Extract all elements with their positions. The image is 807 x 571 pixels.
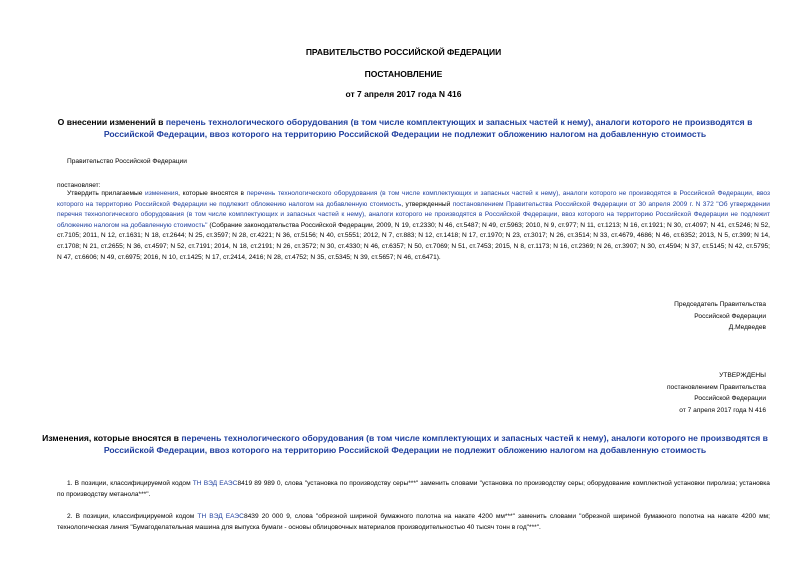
government-label: Правительство Российской Федерации — [67, 158, 187, 165]
signature-position: Председатель Правительства — [674, 301, 766, 308]
item-text: 1. В позиции, классифицируемой кодом — [67, 480, 193, 487]
title-prefix: О внесении изменений в — [57, 117, 166, 127]
changes-title — [40, 432, 770, 456]
signature-name: Д.Медведев — [728, 324, 766, 331]
approved-label: УТВЕРЖДЕНЫ — [719, 372, 766, 379]
paragraph-text: , утвержденный — [401, 200, 453, 208]
item-2 — [57, 512, 770, 533]
tnved-link[interactable]: ТН ВЭД ЕАЭС — [192, 480, 238, 487]
paragraph-text: (Собрание законодательства Российской Федерации, 2009, N 19, ст.2330; N 46, ст.5487; N 49, ст.5963; 2010, N 9, ст.977; N 11, ст.1213; N 16, ст.1921; N 30, ст.4097; N 41, ст.5246; N 52, ст.7105; 2011, N 12, ст.1631; N 18, ст.2644; N 25, ст.3597; N 28, ст.4221; N 36, ст.5156; N 40, ст.5551; 2012, N 7, ст.883; N 12, ст.1418; N 17, ст.1970; N 23, ст.3017; N 26, ст.3514; N 33, ст.4679, 4686; N 46, ст.6352; 2013, N 5, ст.399; N 14, ст.1708; N 21, ст.2655; N 36, ст.4597; N 52, ст.7191; 2014, N 18, ст.2191; N 26, ст.3572; N 30, ст.4330; N 46, ст.6357; N 50, ст.7069; N 51, ст.7453; 2015, N 8, ст.1173; N 16, ст.2369; N 26, ст.3907; N 30, ст.4594; N 37, ст.5145; N 42, ст.5795; N 47, ст.6606; N 49, ст.6975; 2016, N 10, ст.1425; N 17, ст.2414, 2416; N 28, ст.4752; N 35, ст.5345; N 39, ст.5657; N 46, ст.6471). — [57, 221, 770, 261]
item-text: 8439 20 000 9, слова "обрезной шириной бумажного полотна на накате 4200 мм***" заменить словами "обрезной шириной бумажного полотна на накате 4200 мм; технологическая линия "Бумагоделательная машина для выпуска бумаги - основы облицовочных материалов производительностью 40 тысяч тонн в год"***". — [57, 513, 770, 531]
item-1 — [57, 479, 770, 500]
signature-country: Российской Федерации — [694, 312, 766, 320]
changes-title-prefix: Изменения, которые вносятся в — [42, 433, 182, 443]
decrees-label: постановляет: — [57, 182, 101, 189]
tnved-link[interactable]: ТН ВЭД ЕАЭС — [197, 513, 244, 520]
signature-block — [674, 299, 766, 334]
paragraph-text: , которые вносятся в — [178, 190, 247, 197]
government-heading: ПРАВИТЕЛЬСТВО РОССИЙСКОЙ ФЕДЕРАЦИИ — [305, 47, 502, 57]
approved-country: Российской Федерации — [694, 395, 766, 402]
title-link[interactable]: перечень технологического оборудования (в том числе комплектующих и запасных частей к нему), аналоги которого не производятся в Российской Федерации, ввоз которого на территорию Российской Федерации не подлежит обложению налогом на добавленную стоимость — [103, 117, 753, 139]
document-title — [40, 116, 770, 140]
changes-title-link[interactable]: перечень технологического оборудования (в том числе комплектующих и запасных частей к нему), аналоги которого не производятся в Российской Федерации, ввоз которого на территорию Российской Федерации не подлежит обложению налогом на добавленную стоимость — [103, 433, 768, 455]
document-type: ПОСТАНОВЛЕНИЕ — [364, 69, 443, 79]
main-paragraph — [57, 189, 770, 263]
approval-block — [667, 370, 766, 416]
paragraph-text: Утвердить прилагаемые — [67, 190, 146, 197]
resolution-link[interactable]: постановлением Правительства Российской Федерации от 30 апреля 2009 г. N 372 "Об утверждении перечня технологического оборудования (в том числе комплектующих и запасных частей к нему), аналоги которого не производятся в Российской Федерации, ввоз которого на территорию Российской Федерации не подлежит обложению налогом на добавленную стоимость" — [57, 200, 770, 229]
list-link[interactable]: перечень технологического оборудования (в том числе комплектующих и запасных частей к нему), аналоги которого не производятся в Российской Федерации, ввоз которого на территорию Российской Федерации не подлежит обложению налогом на добавленную стоимость — [57, 190, 770, 208]
changes-link[interactable]: изменения — [145, 190, 179, 197]
approved-by: постановлением Правительства — [666, 383, 766, 391]
approved-date: от 7 апреля 2017 года N 416 — [679, 406, 766, 414]
document-date: от 7 апреля 2017 года N 416 — [345, 89, 462, 99]
item-text: 8419 89 989 0, слова "установка по производству серы***" заменить словами "установка по производству серы; оборудование комплектной установки пиролиза; установка по производству метанола***". — [57, 480, 770, 498]
item-text: 2. В позиции, классифицируемой кодом — [67, 513, 198, 520]
